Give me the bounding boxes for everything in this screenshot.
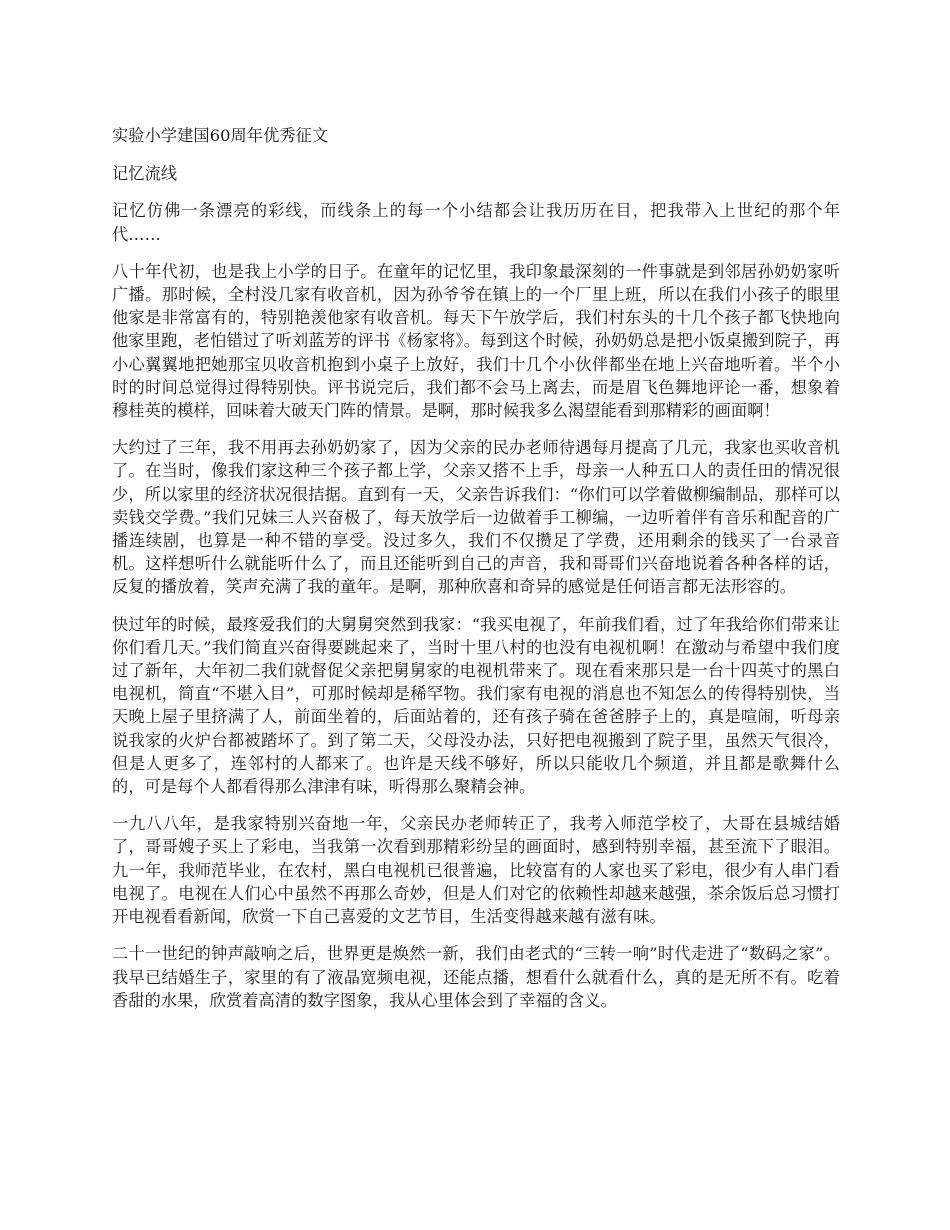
document-title: 实验小学建国60周年优秀征文 <box>112 126 329 145</box>
paragraph-digital-home: 二十一世纪的钟声敲响之后，世界更是焕然一新，我们由老式的“三转一响”时代走进了“数码之家”。我早已结婚生子，家里的有了液晶宽频电视，还能点播，想看什么就看什么，真的是无所不有。吃着香甜的水果，欣赏着高清的数字图象，我从心里体会到了幸福的含义。 <box>112 944 840 1010</box>
paragraph-radio: 八十年代初，也是我上小学的日子。在童年的记忆里，我印象最深刻的一件事就是到邻居孙奶奶家听广播。那时候，全村没几家有收音机，因为孙爷爷在镇上的一个厂里上班，所以在我们小孩子的眼里他家是非常富有的，特别艳羡他家有收音机。每天下午放学后，我们村东头的十几个孩子都飞快地向他家里跑，老怕错过了听刘蓝芳的评书《杨家将》。每到这个时候，孙奶奶总是把小饭桌搬到院子，再小心翼翼地把她那宝贝收音机抱到小桌子上放好，我们十几个小伙伴都坐在地上兴奋地听着。半个小时的时间总觉得过得特别快。评书说完后，我们都不会马上离去，而是眉飞色舞地评论一番，想象着穆桂英的模样，回味着大破天门阵的情景。是啊，那时候我多么渴望能看到那精彩的画面啊！ <box>112 261 840 421</box>
paragraph-intro: 记忆仿佛一条漂亮的彩线，而线条上的每一个小结都会让我历历在目，把我带入上世纪的那个年代…… <box>112 201 840 244</box>
paragraph-television: 快过年的时候，最疼爱我们的大舅舅突然到我家：“我买电视了，年前我们看，过了年我给你们带来让你们看几天。”我们简直兴奋得要跳起来了，当时十里八村的也没有电视机啊！在激动与希望中我们度过了新年，大年初二我们就督促父亲把舅舅家的电视机带来了。现在看来那只是一台十四英寸的黑白电视机，简直“不堪入目”，可那时候却是稀罕物。我们家有电视的消息也不知怎么的传得特别快，当天晚上屋子里挤满了人，前面坐着的，后面站着的，还有孩子骑在爸爸脖子上的，真是喧闹，听母亲说我家的火炉台都被踏坏了。到了第二天，父母没办法，只好把电视搬到了院子里，虽然天气很冷，但是人更多了，连邻村的人都来了。也许是天线不够好，所以只能收几个频道，并且都是歌舞什么的，可是每个人都看得那么津津有味，听得那么聚精会神。 <box>112 614 840 797</box>
document-page <box>112 124 840 1026</box>
paragraph-recorder: 大约过了三年，我不用再去孙奶奶家了，因为父亲的民办老师待遇每月提高了几元，我家也买收音机了。在当时，像我们家这种三个孩子都上学，父亲又搭不上手，母亲一人种五口人的责任田的情况很少，所以家里的经济状况很拮据。直到有一天，父亲告诉我们：“你们可以学着做柳编制品，那样可以卖钱交学费。”我们兄妹三人兴奋极了，每天放学后一边做着手工柳编，一边听着伴有音乐和配音的广播连续剧，也算是一种不错的享受。没过多久，我们不仅攒足了学费，还用剩余的钱买了一台录音机。这样想听什么就能听什么了，而且还能听到自己的声音，我和哥哥们兴奋地说着各种各样的话，反复的播放着，笑声充满了我的童年。是啊，那种欣喜和奇异的感觉是任何语言都无法形容的。 <box>112 438 840 597</box>
paragraph-color-tv: 一九八八年，是我家特别兴奋地一年，父亲民办老师转正了，我考入师范学校了，大哥在县城结婚了，哥哥嫂子买上了彩电，当我第一次看到那精彩纷呈的画面时，感到特别幸福，甚至流下了眼泪。九一年，我师范毕业，在农村，黑白电视机已很普遍，比较富有的人家也买了彩电，很少有人串门看电视了。电视在人们心中虽然不再那么奇妙，但是人们对它的依赖性却越来越强，茶余饭后总习惯打开电视看看新闻，欣赏一下自己喜爱的文艺节目，生活变得越来越有滋有味。 <box>112 814 840 927</box>
document-subtitle: 记忆流线 <box>112 164 178 184</box>
